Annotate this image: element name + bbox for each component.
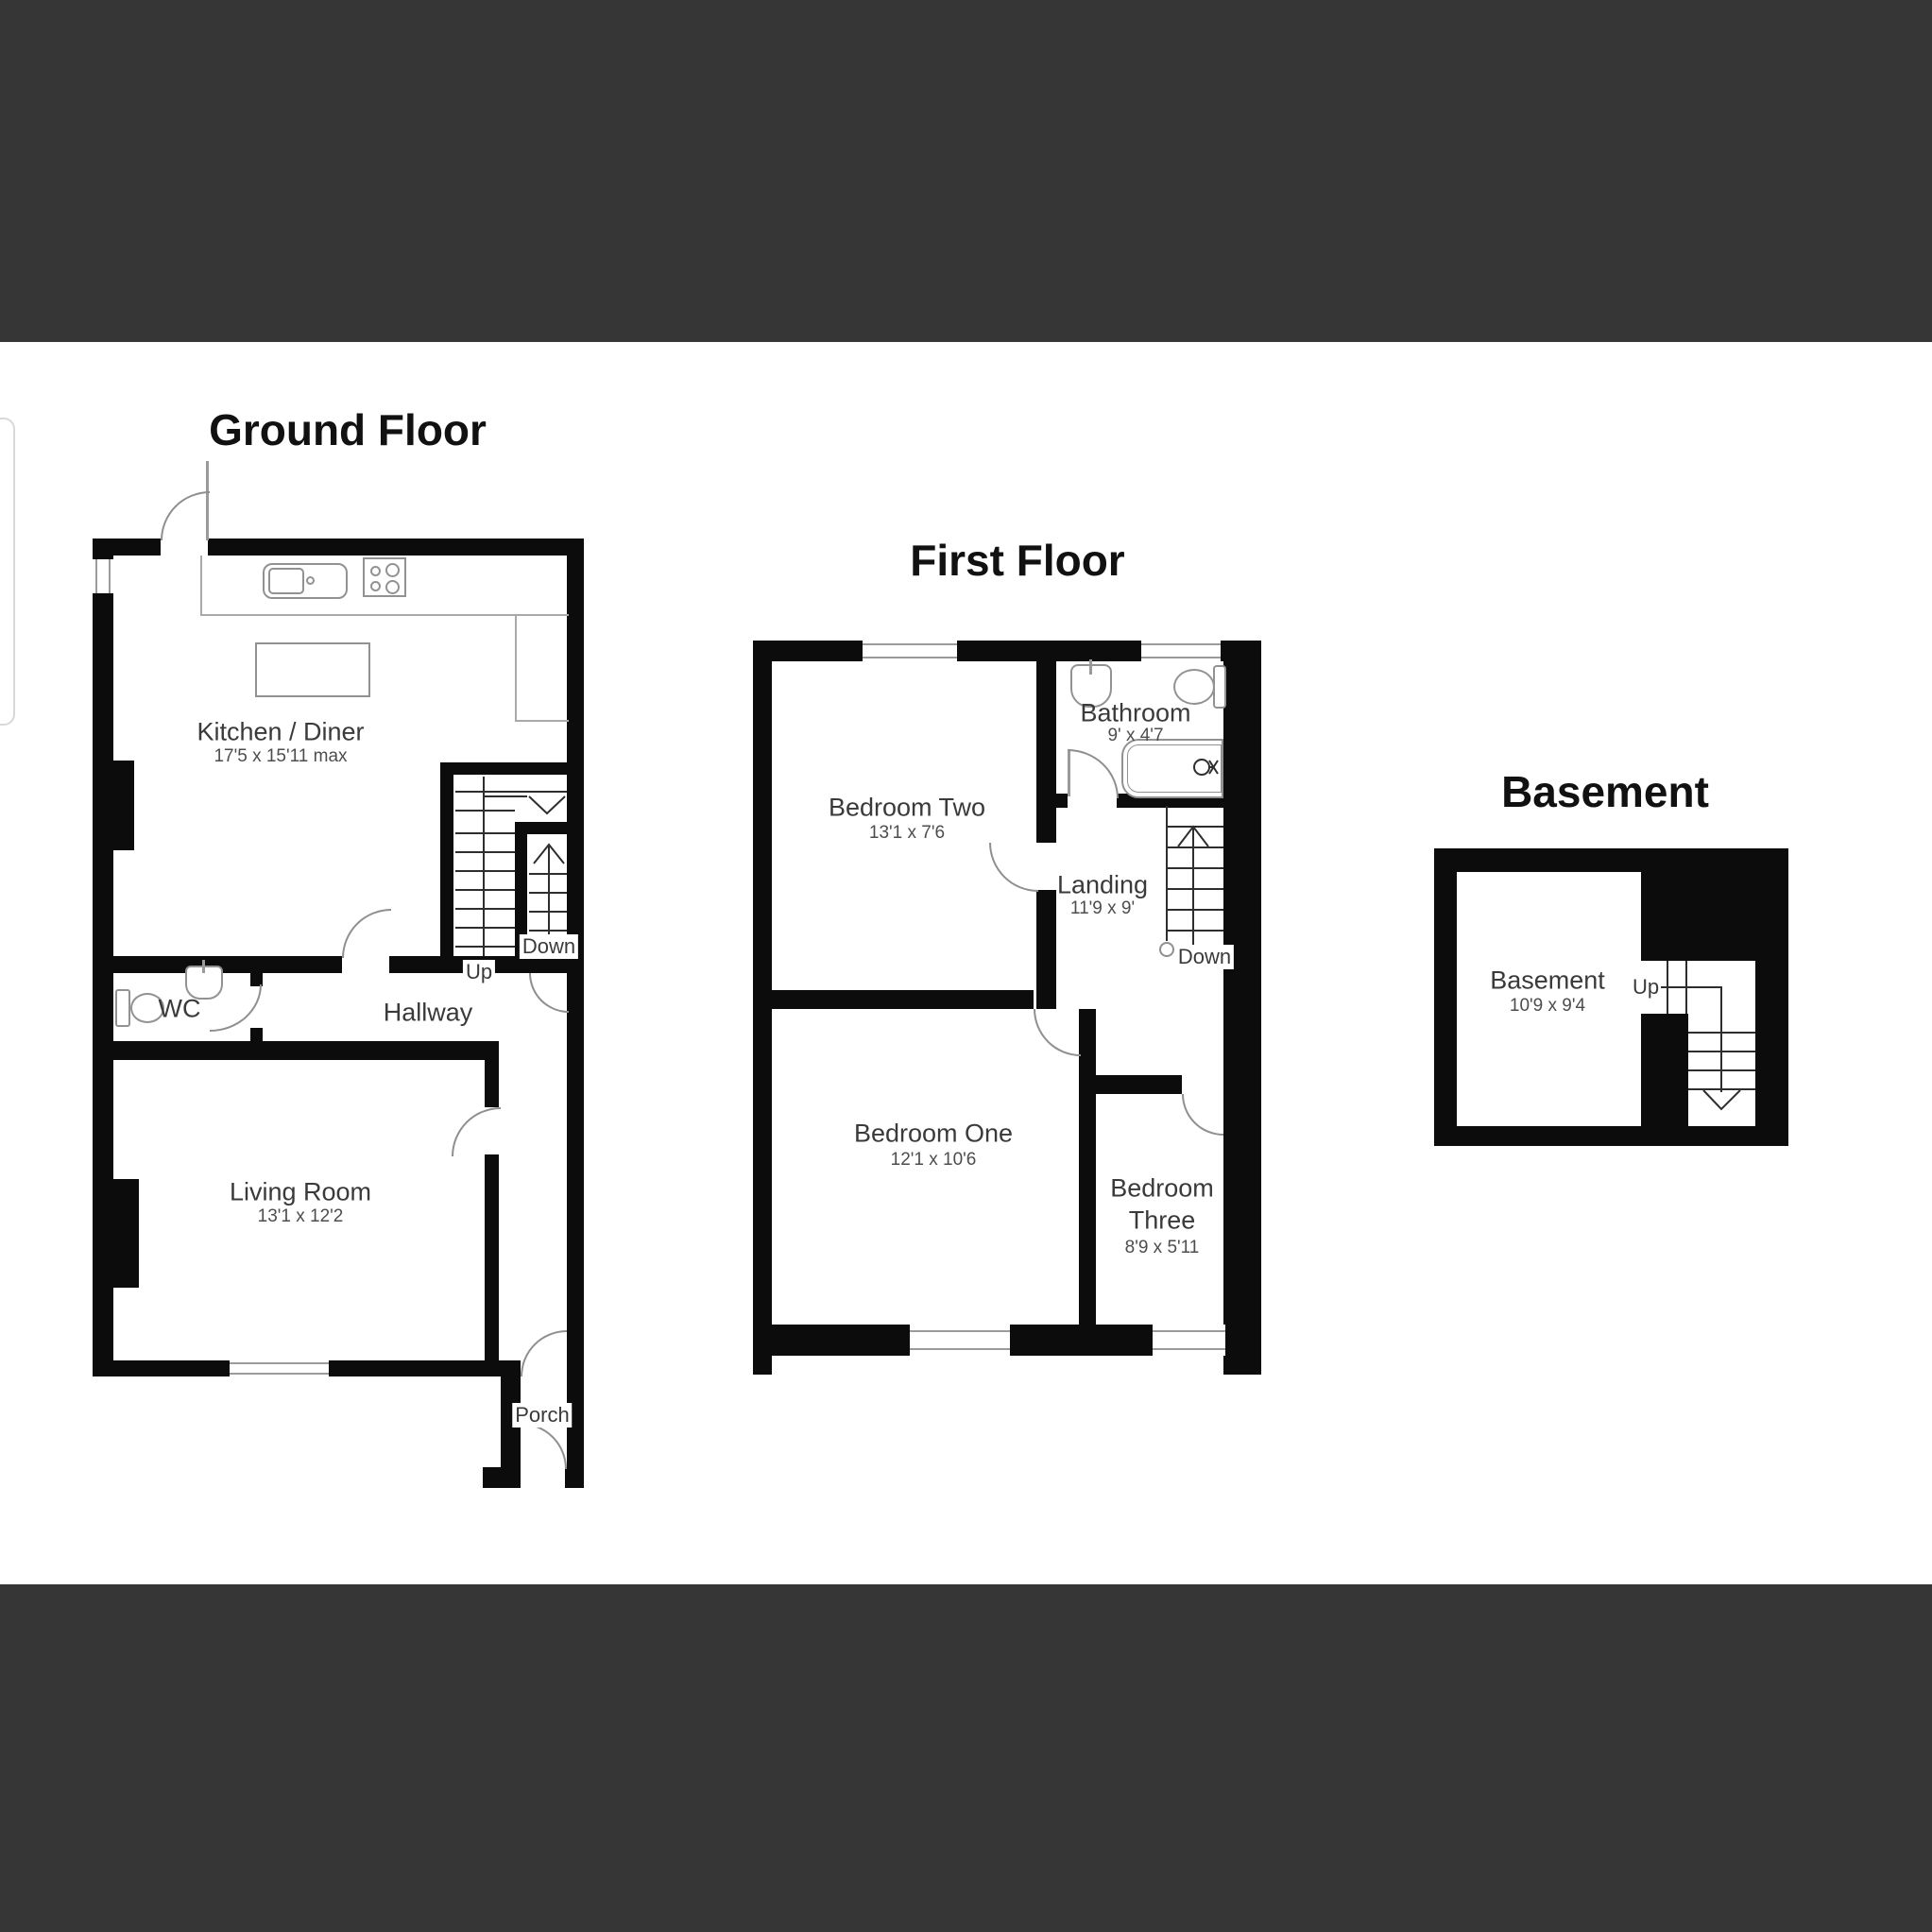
wall-segment bbox=[772, 990, 1034, 1009]
bedroom-two-window bbox=[863, 641, 957, 661]
wall-segment bbox=[1036, 890, 1056, 1009]
wall-segment bbox=[1079, 1009, 1096, 1325]
bedroom-three-door-arc bbox=[1182, 1094, 1223, 1136]
entry-door-arc bbox=[161, 491, 210, 540]
kitchen-sink-bowl bbox=[268, 568, 304, 594]
chimney-breast bbox=[113, 761, 134, 850]
kitchen-dims: 17'5 x 15'11 max bbox=[214, 746, 348, 766]
wall-segment bbox=[93, 1041, 499, 1060]
wall-segment bbox=[329, 1360, 501, 1376]
adjacent-card-edge bbox=[0, 418, 15, 726]
kitchen-door-arc bbox=[342, 909, 391, 958]
kitchen-counter-return bbox=[515, 616, 569, 722]
wall-segment bbox=[485, 1041, 499, 1107]
stairs-up-label: Up bbox=[1632, 975, 1660, 999]
living-room-dims: 13'1 x 12'2 bbox=[257, 1206, 344, 1226]
bedroom-one-dims: 12'1 x 10'6 bbox=[890, 1150, 977, 1170]
wc-toilet-cistern bbox=[115, 989, 130, 1027]
bedroom-three-label-line2: Three bbox=[1128, 1205, 1196, 1235]
wall-segment bbox=[250, 1028, 263, 1041]
bathroom-basin-tap-icon bbox=[1089, 659, 1092, 675]
wc-label: WC bbox=[158, 994, 201, 1023]
basement-stairs-door-arc bbox=[529, 973, 569, 1013]
hob-ring bbox=[385, 563, 400, 577]
bedroom-three-dims: 8'9 x 5'11 bbox=[1124, 1238, 1200, 1257]
porch-label: Porch bbox=[512, 1403, 572, 1428]
kitchen-tap-icon bbox=[306, 576, 315, 585]
hob-ring bbox=[370, 566, 381, 576]
wall-segment bbox=[1010, 1325, 1153, 1356]
kitchen-label: Kitchen / Diner bbox=[197, 717, 365, 746]
basement-room-label: Basement bbox=[1490, 966, 1605, 995]
wc-basin-tap-icon bbox=[202, 960, 205, 973]
hob-ring bbox=[370, 581, 381, 591]
bedroom-one-window bbox=[910, 1325, 1010, 1356]
bathroom-window bbox=[1141, 641, 1221, 661]
bedroom-one-door-arc bbox=[1034, 1009, 1081, 1056]
hallway-label: Hallway bbox=[383, 998, 473, 1027]
bedroom-two-label: Bedroom Two bbox=[828, 793, 986, 822]
wall-segment bbox=[483, 1467, 521, 1488]
wall-segment bbox=[753, 1325, 910, 1356]
kitchen-island bbox=[255, 642, 370, 697]
living-room-window bbox=[230, 1360, 329, 1376]
kitchen-side-window bbox=[93, 559, 113, 593]
landing-label: Landing bbox=[1056, 870, 1149, 899]
front-door-arc bbox=[521, 1423, 567, 1469]
basement-title: Basement bbox=[1501, 767, 1709, 816]
first-floor-plan bbox=[753, 641, 1261, 1375]
bathroom-label: Bathroom bbox=[1080, 698, 1191, 727]
wall-segment bbox=[1036, 661, 1056, 843]
basement-room-dims: 10'9 x 9'4 bbox=[1509, 996, 1586, 1016]
wall-segment bbox=[957, 641, 1141, 661]
bathroom-toilet-cistern bbox=[1213, 665, 1226, 709]
wall-segment bbox=[567, 539, 584, 1488]
basement-plan bbox=[1434, 848, 1788, 1146]
chimney-breast bbox=[113, 1179, 139, 1288]
bathtub-inner bbox=[1127, 744, 1222, 793]
stair-wall bbox=[440, 762, 567, 775]
ground-floor-plan bbox=[93, 539, 584, 1488]
living-room-label: Living Room bbox=[229, 1177, 372, 1206]
bedroom-two-door-arc bbox=[989, 843, 1038, 892]
porch-inner-door-arc bbox=[521, 1330, 567, 1376]
wall-segment bbox=[113, 956, 342, 973]
wall-segment bbox=[565, 1467, 584, 1488]
wall-segment bbox=[93, 593, 113, 1376]
wall-segment bbox=[485, 1154, 499, 1376]
bathroom-dims: 9' x 4'7 bbox=[1107, 726, 1164, 745]
wall-segment bbox=[1223, 641, 1261, 1375]
first-floor-title: First Floor bbox=[910, 536, 1125, 585]
bedroom-two-dims: 13'1 x 7'6 bbox=[868, 823, 946, 843]
bedroom-three-label-line1: Bedroom bbox=[1110, 1173, 1214, 1203]
stairs-down-label: Down bbox=[1175, 945, 1234, 969]
stairs-down-label: Down bbox=[520, 934, 578, 959]
wall-segment bbox=[208, 539, 584, 556]
bedroom-three-window bbox=[1153, 1325, 1225, 1356]
stairs-up-label: Up bbox=[463, 960, 495, 984]
hob-ring bbox=[385, 580, 400, 594]
bathroom-door-arc bbox=[1068, 749, 1119, 798]
living-room-door-arc bbox=[452, 1107, 501, 1156]
kitchen-hob bbox=[363, 557, 406, 597]
bottom-letterbox-bar bbox=[0, 1584, 1932, 1932]
wall-segment bbox=[1056, 794, 1068, 808]
wall-segment bbox=[1096, 1075, 1182, 1094]
ground-floor-title: Ground Floor bbox=[209, 405, 487, 454]
top-letterbox-bar bbox=[0, 0, 1932, 342]
landing-dims: 11'9 x 9' bbox=[1069, 898, 1136, 918]
stair-wall bbox=[440, 762, 453, 973]
basement-stair-run bbox=[1688, 1014, 1755, 1126]
wall-segment bbox=[753, 641, 772, 1375]
bedroom-one-label: Bedroom One bbox=[853, 1119, 1014, 1148]
wall-segment bbox=[93, 539, 113, 559]
wall-segment bbox=[93, 1360, 230, 1376]
